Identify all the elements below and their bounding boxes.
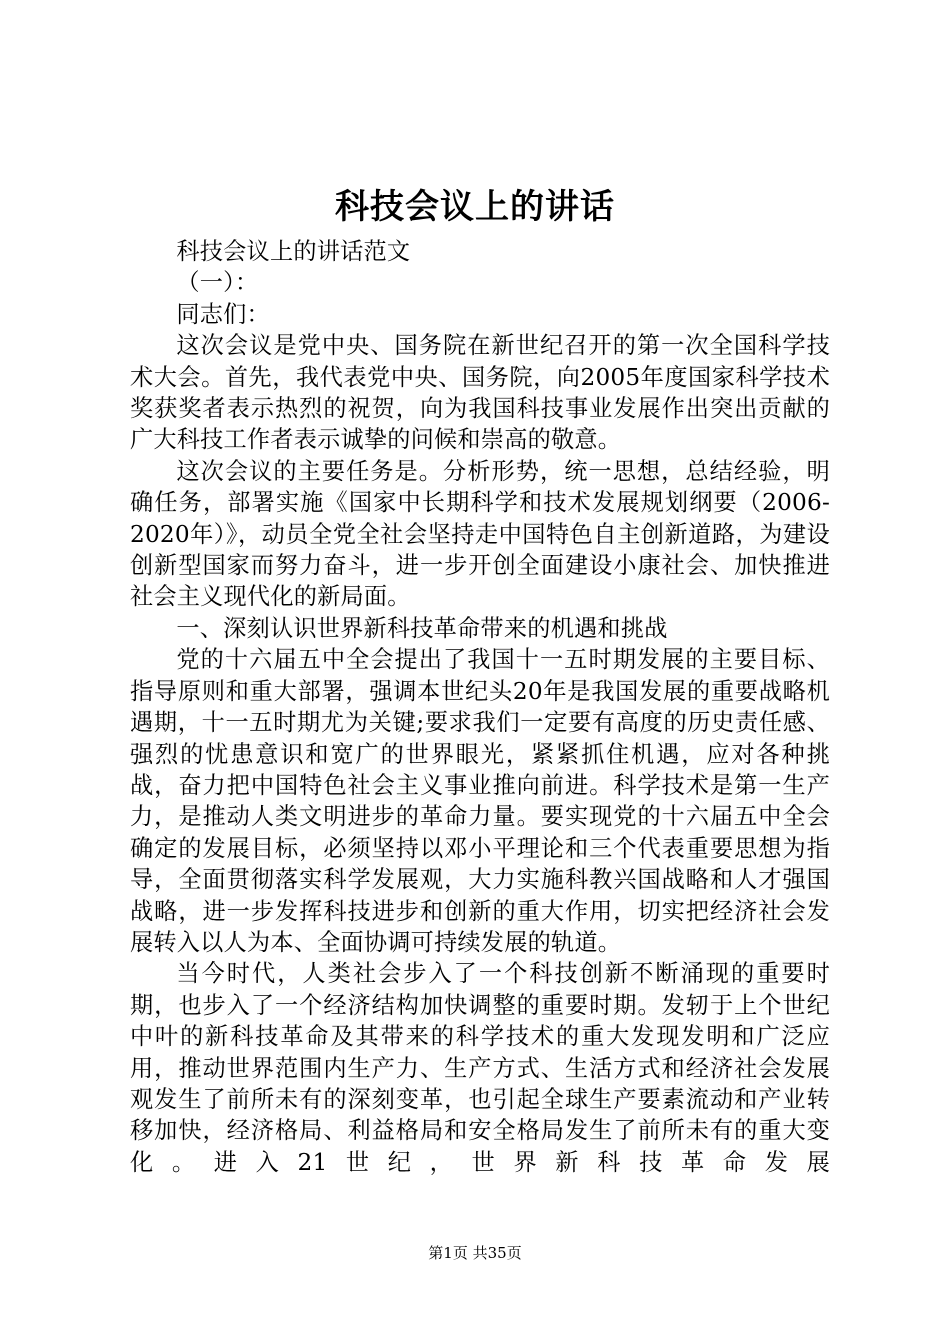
body-paragraph: 当今时代，人类社会步入了一个科技创新不断涌现的重要时期，也步入了一个经济结构加快调整的重要时期。发轫于上个世纪中叶的新科技革命及其带来的科学技术的重大发现发明和广泛应用，推动世界范围内生产力、生产方式、生活方式和经济社会发展观发生了前所未有的深刻变革，也引起全球生产要素流动和产业转移加快，经济格局、利益格局和安全格局发生了前所未有的重大变化。进入21世纪，世界新科技革命发展 [130, 960, 830, 1176]
subtitle-paragraph: 科技会议上的讲话范文 [176, 238, 411, 265]
section-heading-paragraph: 一、深刻认识世界新科技革命带来的机遇和挑战 [176, 614, 668, 642]
section-marker-paragraph: （一）： [176, 269, 259, 297]
salutation-paragraph: 同志们： [176, 300, 270, 328]
page-number-footer: 第1页 共35页 [428, 1244, 522, 1262]
body-paragraph: 这次会议是党中央、国务院在新世纪召开的第一次全国科学技术大会。首先，我代表党中央、国务院，向2005年度国家科学技术奖获奖者表示热烈的祝贺，向为我国科技事业发展作出突出贡献的广大科技工作者表示诚挚的问候和崇高的敬意。 [130, 332, 830, 454]
document-body [130, 236, 830, 1178]
document-title: 科技会议上的讲话 [335, 187, 615, 227]
body-paragraph: 这次会议的主要任务是。分析形势，统一思想，总结经验，明确任务，部署实施《国家中长期科学和技术发展规划纲要（2006-2020年）》，动员全党全社会坚持走中国特色自主创新道路，为建设创新型国家而努力奋斗，进一步开创全面建设小康社会、加快推进社会主义现代化的新局面。 [130, 457, 830, 611]
body-paragraph: 党的十六届五中全会提出了我国十一五时期发展的主要目标、指导原则和重大部署，强调本世纪头20年是我国发展的重要战略机遇期，十一五时期尤为关键;要求我们一定要有高度的历史责任感、强烈的忧患意识和宽广的世界眼光，紧紧抓住机遇，应对各种挑战，奋力把中国特色社会主义事业推向前进。科学技术是第一生产力，是推动人类文明进步的革命力量。要实现党的十六届五中全会确定的发展目标，必须坚持以邓小平理论和三个代表重要思想为指导，全面贯彻落实科学发展观，大力实施科教兴国战略和人才强国战略，进一步发挥科技进步和创新的重大作用，切实把经济社会发展转入以人为本、全面协调可持续发展的轨道。 [130, 646, 830, 956]
